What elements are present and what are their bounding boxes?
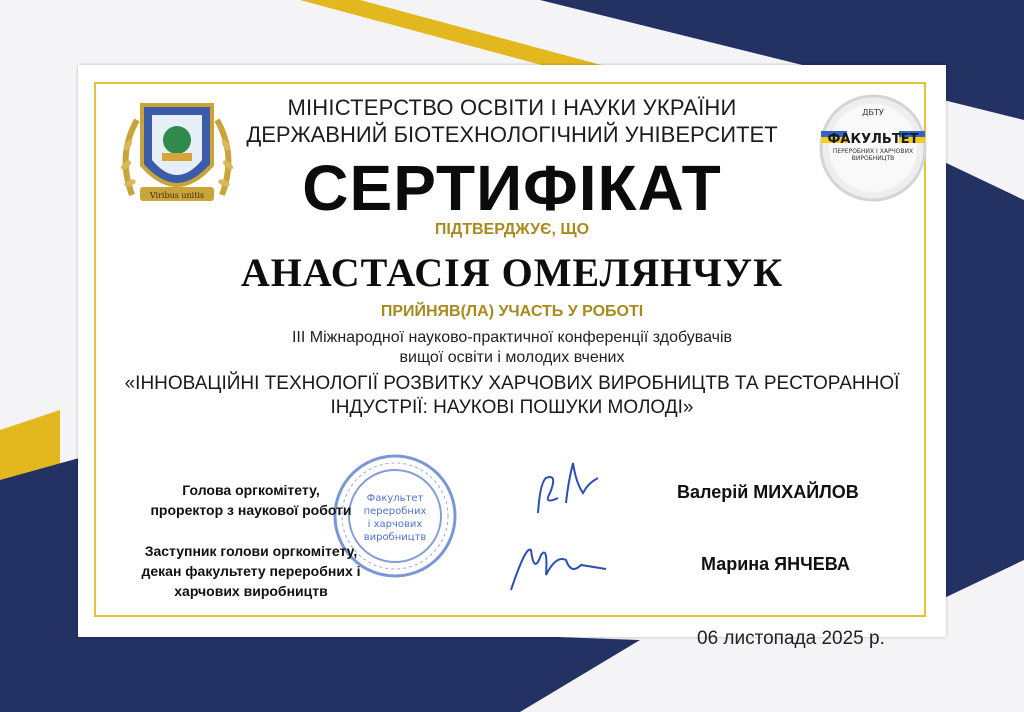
- deputy-role-line-3: харчових виробництв: [174, 583, 328, 599]
- stamp-line-3: і харчових: [367, 519, 423, 530]
- certificate-date: 06 листопада 2025 р.: [697, 628, 885, 649]
- deputy-role-line-2: декан факультету переробних і: [141, 563, 361, 579]
- conference-title-line-2: ІНДУСТРІЇ: НАУКОВІ ПОШУКИ МОЛОДІ»: [330, 397, 694, 418]
- participation-text: ПРИЙНЯВ(ЛА) УЧАСТЬ У РОБОТІ: [380, 303, 644, 320]
- stamp-line-2: переробних: [363, 506, 427, 517]
- signatory-name-chair: Валерій МИХАЙЛОВ: [677, 482, 859, 502]
- signature-deputy-icon: [506, 535, 616, 595]
- signatory-name-deputy: Марина ЯНЧЕВА: [701, 554, 850, 574]
- university-logo-motto: Viribus unitis: [149, 191, 205, 200]
- certificate: [78, 65, 946, 637]
- certificate-title: СЕРТИФІКАТ: [302, 152, 722, 224]
- deputy-role-line-1: Заступник голови оргкомітету,: [144, 543, 358, 559]
- university-title: ДЕРЖАВНИЙ БІОТЕХНОЛОГІЧНИЙ УНІВЕРСИТЕТ: [246, 122, 778, 147]
- conference-title-line-1: «ІННОВАЦІЙНІ ТЕХНОЛОГІЇ РОЗВИТКУ ХАРЧОВИХ ВИРОБНИЦТВ ТА РЕСТОРАННОЇ: [124, 373, 900, 394]
- conference-line-1: ІІІ Міжнародної науково-практичної конференції здобувачів: [291, 329, 733, 346]
- faculty-logo-title: ФАКУЛЬТЕТ: [827, 132, 919, 147]
- faculty-logo-top: ДБТУ: [862, 108, 884, 117]
- signatory-role-deputy: [106, 541, 396, 601]
- recipient-name: АНАСТАСІЯ ОМЕЛЯНЧУК: [240, 250, 784, 295]
- confirms-text: ПІДТВЕРДЖУЄ, ЩО: [434, 221, 590, 238]
- faculty-logo-sub1: ПЕРЕРОБНИХ І ХАРЧОВИХ: [832, 148, 914, 155]
- ministry-title: МІНІСТЕРСТВО ОСВІТИ І НАУКИ УКРАЇНИ: [287, 95, 737, 120]
- chair-role-line-1: Голова оргкомітету,: [182, 482, 320, 498]
- stamp-line-4: виробництв: [363, 532, 427, 543]
- chair-role-line-2: проректор з наукової роботи: [150, 502, 352, 518]
- signature-chair-icon: [528, 453, 608, 523]
- stamp-line-1: Факультет: [366, 493, 424, 504]
- signatory-role-chair: [106, 480, 396, 520]
- faculty-logo-sub2: ВИРОБНИЦТВ: [851, 155, 895, 162]
- conference-line-2: вищої освіти і молодих вчених: [399, 349, 625, 366]
